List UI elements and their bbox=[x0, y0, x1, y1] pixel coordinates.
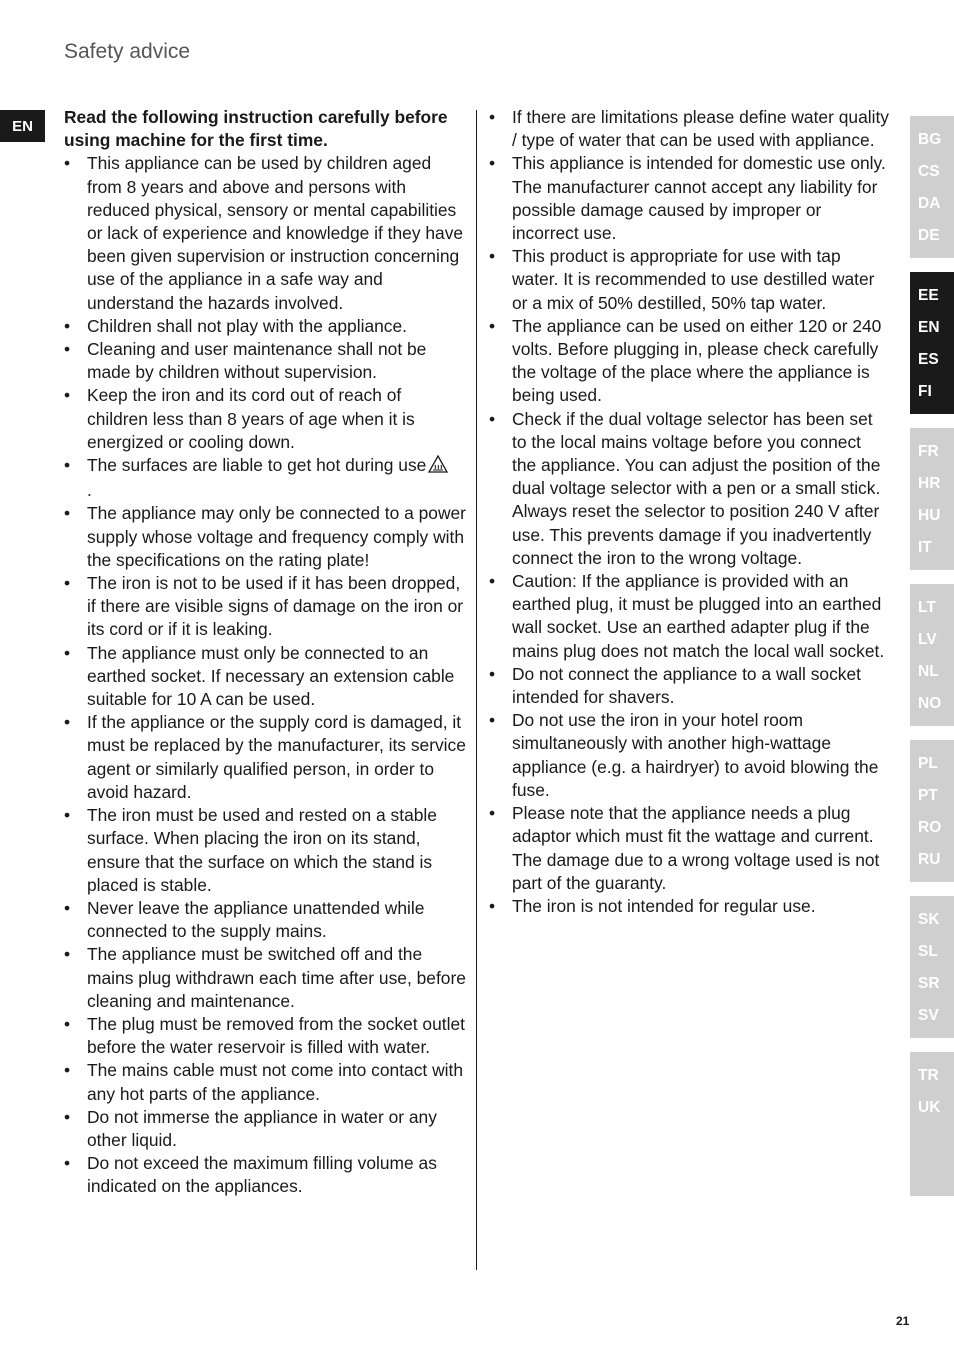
language-tab-group bbox=[910, 116, 954, 258]
list-item-text: Keep the iron and its cord out of reach of children less than 8 years of age when it is energized or cooling down. bbox=[87, 385, 415, 452]
language-badge: EN bbox=[0, 110, 45, 142]
language-tab-hu[interactable]: HU bbox=[918, 507, 941, 524]
page-number: 21 bbox=[896, 1314, 910, 1328]
language-tab-it[interactable]: IT bbox=[918, 539, 932, 556]
list-item bbox=[64, 152, 466, 314]
list-item bbox=[64, 711, 466, 804]
list-item-text: The surfaces are liable to get hot during use bbox=[87, 455, 427, 476]
language-tab-sl[interactable]: SL bbox=[918, 943, 938, 960]
intro-text: Read the following instruction carefully before using machine for the first time. bbox=[64, 107, 448, 151]
bullet: • bbox=[64, 315, 71, 336]
list-item-text: This product is appropriate for use with tap water. It is recommended to use destilled water or a mix of 50% destilled, 50% tap water. bbox=[512, 246, 875, 313]
list-item-text: Cleaning and user maintenance shall not be made by children without supervision. bbox=[87, 339, 427, 383]
bullet: • bbox=[64, 1060, 71, 1081]
list-item-suffix: . bbox=[87, 480, 92, 501]
right-safety-list bbox=[489, 106, 889, 918]
list-item bbox=[64, 338, 466, 384]
list-item-text: Please note that the appliance needs a plug adaptor which must fit the wattage and current. The damage due to a wrong voltage used is not part of the guaranty. bbox=[512, 803, 880, 893]
language-tab-tr[interactable]: TR bbox=[918, 1067, 939, 1084]
list-item-text: The appliance must only be connected to an earthed socket. If necessary an extension cable suitable for 10 A can be used. bbox=[87, 642, 455, 710]
language-tab-cs[interactable]: CS bbox=[918, 163, 940, 180]
list-item bbox=[489, 802, 889, 895]
list-item bbox=[64, 642, 466, 712]
language-tab-uk[interactable]: UK bbox=[918, 1099, 941, 1116]
language-tab-nl[interactable]: NL bbox=[918, 663, 939, 680]
bullet: • bbox=[64, 712, 71, 733]
bullet: • bbox=[64, 897, 71, 918]
column-divider bbox=[476, 110, 477, 1270]
list-item-text: The mains cable must not come into contact with any hot parts of the appliance. bbox=[87, 1060, 464, 1104]
list-item-text: Check if the dual voltage selector has been set to the local mains voltage before you connect the appliance. You can adjust the position of the dual voltage selector with a pen or a small stick. Always reset the selector to position 240 V after use. This prevents damage if you inadvertently connect the iron to the wrong voltage. bbox=[512, 408, 881, 568]
list-item bbox=[64, 897, 466, 943]
bullet: • bbox=[489, 107, 496, 127]
bullet: • bbox=[64, 503, 71, 524]
list-item bbox=[489, 663, 889, 709]
bullet: • bbox=[489, 895, 496, 916]
language-tab-lt[interactable]: LT bbox=[918, 599, 936, 616]
bullet: • bbox=[489, 710, 496, 731]
list-item-text: Do not connect the appliance to a wall socket intended for shavers. bbox=[512, 663, 861, 708]
list-item-text: This appliance is intended for domestic use only. The manufacturer cannot accept any liability for possible damage caused by improper or incorrect use. bbox=[512, 153, 886, 244]
bullet: • bbox=[64, 339, 71, 360]
list-item bbox=[64, 384, 466, 454]
list-item bbox=[64, 1059, 466, 1105]
list-item bbox=[64, 1106, 466, 1152]
bullet: • bbox=[64, 944, 71, 965]
language-tab-group bbox=[910, 896, 954, 1038]
bullet: • bbox=[64, 1106, 71, 1127]
language-tab-hr[interactable]: HR bbox=[918, 475, 941, 492]
language-tab-no[interactable]: NO bbox=[918, 695, 942, 712]
left-column bbox=[64, 106, 466, 1199]
language-tab-ee[interactable]: EE bbox=[918, 287, 939, 304]
list-item bbox=[64, 572, 466, 642]
list-item-text: The iron must be used and rested on a stable surface. When placing the iron on its stand, ensure that the surface on which the stand is placed is stable. bbox=[87, 805, 437, 895]
list-item-text: Do not use the iron in your hotel room simultaneously with another high-wattage appliance (e.g. a hairdryer) to avoid blowing the fuse. bbox=[512, 710, 879, 800]
bullet: • bbox=[489, 571, 496, 592]
list-item-text: Do not immerse the appliance in water or any other liquid. bbox=[87, 1106, 437, 1150]
list-item bbox=[489, 152, 889, 245]
bullet: • bbox=[489, 246, 496, 267]
left-safety-list bbox=[64, 152, 466, 1198]
language-tab-group bbox=[910, 428, 954, 570]
language-tab-group bbox=[910, 584, 954, 726]
list-item-text: The iron is not intended for regular use. bbox=[512, 895, 816, 916]
language-tab-de[interactable]: DE bbox=[918, 227, 940, 244]
list-item-text: If there are limitations please define water quality / type of water that can be used with appliance. bbox=[512, 107, 889, 151]
list-item bbox=[64, 1152, 466, 1198]
language-tab-ru[interactable]: RU bbox=[918, 851, 941, 868]
list-item bbox=[489, 570, 889, 663]
language-tab-group bbox=[910, 740, 954, 882]
list-item bbox=[64, 1013, 466, 1059]
bullet: • bbox=[64, 455, 71, 476]
list-item-text: The appliance can be used on either 120 or 240 volts. Before plugging in, please check carefully the voltage of the place where the appliance is being used. bbox=[512, 315, 882, 406]
language-tab-sk[interactable]: SK bbox=[918, 911, 940, 928]
bullet: • bbox=[489, 153, 496, 174]
list-item bbox=[489, 106, 889, 152]
language-tab-pl[interactable]: PL bbox=[918, 755, 938, 772]
bullet: • bbox=[64, 153, 71, 174]
language-tab-group bbox=[910, 272, 954, 414]
bullet: • bbox=[64, 1013, 71, 1034]
list-item bbox=[64, 502, 466, 572]
bullet: • bbox=[489, 663, 496, 684]
language-tab-ro[interactable]: RO bbox=[918, 819, 942, 836]
language-tab-da[interactable]: DA bbox=[918, 195, 941, 212]
list-item-text: The appliance must be switched off and the mains plug withdrawn each time after use, before cleaning and maintenance. bbox=[87, 944, 466, 1011]
bullet: • bbox=[64, 642, 71, 663]
language-tab-lv[interactable]: LV bbox=[918, 631, 937, 648]
list-item-text: The appliance may only be connected to a power supply whose voltage and frequency comply with the specifications on the rating plate! bbox=[87, 503, 466, 570]
language-tab-group bbox=[910, 1052, 954, 1196]
list-item bbox=[64, 804, 466, 897]
list-item-text: The plug must be removed from the socket outlet before the water reservoir is filled with water. bbox=[87, 1013, 465, 1058]
list-item-text: Caution: If the appliance is provided with an earthed plug, it must be plugged into an earthed wall socket. Use an earthed adapter plug if the mains plug does not match the local wall socket. bbox=[512, 571, 885, 661]
list-item bbox=[64, 315, 466, 338]
language-tab-sr[interactable]: SR bbox=[918, 975, 940, 992]
list-item-text: Do not exceed the maximum filling volume as indicated on the appliances. bbox=[87, 1153, 437, 1197]
list-item bbox=[489, 245, 889, 315]
list-item bbox=[489, 709, 889, 802]
list-item bbox=[64, 454, 466, 502]
list-item bbox=[64, 943, 466, 1013]
language-tab-sv[interactable]: SV bbox=[918, 1007, 939, 1024]
right-column bbox=[489, 106, 889, 918]
bullet: • bbox=[64, 385, 71, 406]
language-tab-pt[interactable]: PT bbox=[918, 787, 938, 804]
bullet: • bbox=[489, 803, 496, 824]
list-item bbox=[489, 408, 889, 570]
list-item-text: The iron is not to be used if it has been dropped, if there are visible signs of damage on the iron or its cord or if it is leaking. bbox=[87, 573, 464, 640]
list-item-text: This appliance can be used by children aged from 8 years and above and persons with reduced physical, sensory or mental capabilities or lack of experience and knowledge if they have been given supervision or instruction concerning use of the appliance in a safe way and understand the hazards involved. bbox=[87, 153, 464, 313]
bullet: • bbox=[489, 408, 496, 429]
language-tab-fr[interactable]: FR bbox=[918, 443, 939, 460]
list-item-text: Never leave the appliance unattended while connected to the supply mains. bbox=[87, 897, 425, 942]
language-tab-es[interactable]: ES bbox=[918, 351, 939, 368]
bullet: • bbox=[64, 1153, 71, 1174]
language-tabs bbox=[910, 116, 954, 1210]
page-title: Safety advice bbox=[64, 40, 191, 63]
language-tab-fi[interactable]: FI bbox=[918, 383, 932, 400]
bullet: • bbox=[64, 573, 71, 594]
list-item bbox=[489, 315, 889, 408]
list-item-text: If the appliance or the supply cord is damaged, it must be replaced by the manufacturer, its service agent or similarly qualified person, in order to avoid hazard. bbox=[87, 712, 466, 802]
bullet: • bbox=[489, 315, 496, 336]
language-tab-bg[interactable]: BG bbox=[918, 131, 942, 148]
bullet: • bbox=[64, 805, 71, 826]
list-item-text: Children shall not play with the appliance. bbox=[87, 315, 407, 336]
list-item bbox=[489, 895, 889, 918]
hot-surface-warning-icon bbox=[428, 455, 448, 479]
language-tab-en[interactable]: EN bbox=[918, 319, 940, 336]
